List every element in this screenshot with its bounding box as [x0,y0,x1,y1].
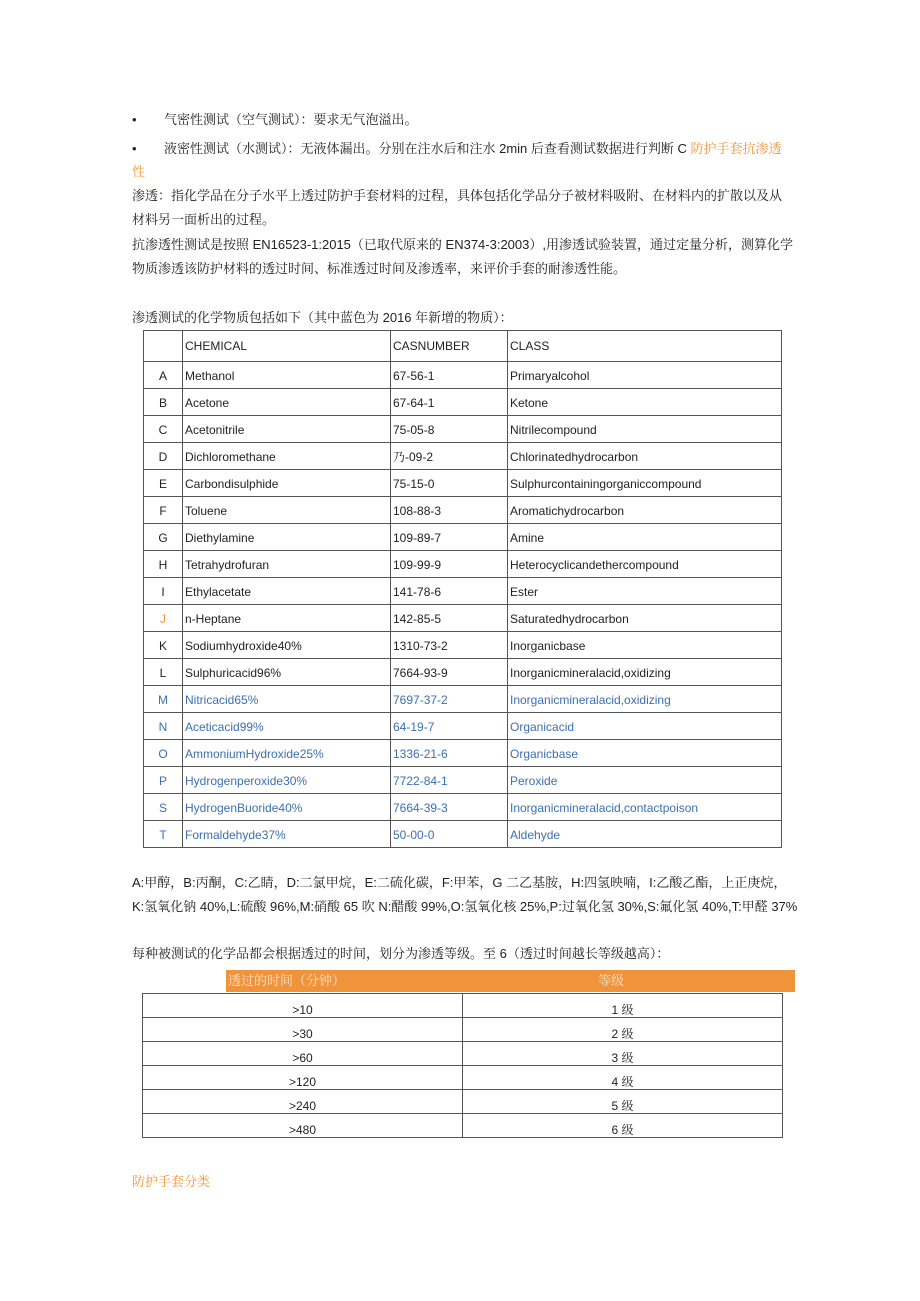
table-cell: Organicacid [508,713,782,740]
table-cell: 7664-93-9 [391,659,508,686]
bullet-text: 气密性测试（空气测试）：要求无气泡溢出。 [164,112,418,127]
section-heading: 防护手套抗渗透 [690,141,782,156]
table-cell: Formaldehyde37% [183,821,391,848]
table-row [144,497,782,524]
table-cell: HydrogenBuoride40% [183,794,391,821]
table-cell: S [144,794,183,821]
table-cell: Carbondisulphide [183,470,391,497]
table-cell: Primaryalcohol [508,362,782,389]
table-cell: Amine [508,524,782,551]
table-cell: Nitricacid65% [183,686,391,713]
table-row [144,416,782,443]
table-row [144,659,782,686]
table-cell: 乃-09-2 [391,443,508,470]
table-row [144,794,782,821]
table-row [143,1090,783,1114]
table-cell: Methanol [183,362,391,389]
table-cell: Hydrogenperoxide30% [183,767,391,794]
grade-table-header [226,970,795,992]
table-cell: Dichloromethane [183,443,391,470]
table-row [144,443,782,470]
table-row [144,362,782,389]
table-cell: Aromatichydrocarbon [508,497,782,524]
paragraph: 材料另一面析出的过程。 [132,212,276,227]
table-row [144,578,782,605]
table-row [143,1114,783,1138]
table-cell: 50-00-0 [391,821,508,848]
table-cell: >60 [143,1042,463,1066]
grade-table [142,993,783,1138]
table-cell: Tetrahydrofuran [183,551,391,578]
table-row [144,821,782,848]
table-cell: Chlorinatedhydrocarbon [508,443,782,470]
table-cell: Acetone [183,389,391,416]
table-row [144,767,782,794]
table-cell: Toluene [183,497,391,524]
table-cell: Ethylacetate [183,578,391,605]
table-cell: 7664-39-3 [391,794,508,821]
table-cell: 75-05-8 [391,416,508,443]
table-row [144,470,782,497]
table-cell: AmmoniumHydroxide25% [183,740,391,767]
table-cell: 7722-84-1 [391,767,508,794]
table-cell: 1310-73-2 [391,632,508,659]
table-cell: C [144,416,183,443]
table-cell: Saturatedhydrocarbon [508,605,782,632]
header-cell [144,331,183,362]
table-cell: Inorganicmineralacid,oxidizing [508,659,782,686]
table-cell: 7697-37-2 [391,686,508,713]
table-cell: Sulphurcontainingorganiccompound [508,470,782,497]
table-header-row [144,331,782,362]
table-cell: >240 [143,1090,463,1114]
table-cell: Organicbase [508,740,782,767]
table-cell: 64-19-7 [391,713,508,740]
table-cell: 142-85-5 [391,605,508,632]
chemical-table [143,330,782,848]
table-cell: L [144,659,183,686]
section-heading: 防护手套分类 [132,1174,211,1189]
header-cell: CHEMICAL [183,331,391,362]
table-cell: >30 [143,1018,463,1042]
table-cell: Aldehyde [508,821,782,848]
legend-text: K:氢氧化钠 40%,L:硫酸 96%,M:硝酸 65 吹 N:醋酸 99%,O:氢氧化核 25%,P:过氧化氢 30%,S:氟化氢 40%,T:甲醛 37% [132,899,798,914]
table-intro: 渗透测试的化学物质包括如下（其中蓝色为 2016 年新增的物质）： [132,310,513,325]
table-row [144,524,782,551]
grade-intro: 每种被测试的化学品都会根据透过的时间，划分为渗透等级。至 6（透过时间越长等级越高）： [132,946,670,961]
table-cell: D [144,443,183,470]
table-row [143,1018,783,1042]
table-cell: J [144,605,183,632]
table-cell: Inorganicbase [508,632,782,659]
table-cell: 67-64-1 [391,389,508,416]
table-cell: 3 级 [463,1042,783,1066]
table-row [144,605,782,632]
table-cell: Inorganicmineralacid,contactpoison [508,794,782,821]
table-cell: 75-15-0 [391,470,508,497]
table-cell: 109-89-7 [391,524,508,551]
table-cell: 67-56-1 [391,362,508,389]
table-cell: Sodiumhydroxide40% [183,632,391,659]
table-row [144,551,782,578]
table-cell: Peroxide [508,767,782,794]
table-cell: A [144,362,183,389]
header-cell: CLASS [508,331,782,362]
table-cell: >480 [143,1114,463,1138]
paragraph: 物质渗透该防护材料的透过时间、标准透过时间及渗透率，来评价手套的耐渗透性能。 [132,261,627,276]
table-cell: Nitrilecompound [508,416,782,443]
table-cell: 108-88-3 [391,497,508,524]
table-cell: 2 级 [463,1018,783,1042]
table-cell: 4 级 [463,1066,783,1090]
table-cell: Ester [508,578,782,605]
table-cell: Ketone [508,389,782,416]
header-cell: 透过的时间（分钟） [228,973,346,988]
table-cell: T [144,821,183,848]
header-cell: CASNUMBER [391,331,508,362]
table-cell: B [144,389,183,416]
section-heading-cont: 性 [132,164,146,179]
table-row [144,740,782,767]
table-cell: 6 级 [463,1114,783,1138]
table-row [144,713,782,740]
table-cell: n-Heptane [183,605,391,632]
table-cell: I [144,578,183,605]
table-cell: F [144,497,183,524]
table-row [143,1066,783,1090]
bullet-text-body: 液密性测试（水测试）：无液体漏出。分别在注水后和注水 2min 后查看测试数据进行判断 C [164,141,687,156]
table-cell: 109-99-9 [391,551,508,578]
table-cell: Diethylamine [183,524,391,551]
table-cell: 141-78-6 [391,578,508,605]
table-row [143,1042,783,1066]
table-cell: 1336-21-6 [391,740,508,767]
table-cell: N [144,713,183,740]
table-cell: O [144,740,183,767]
bullet-text [164,141,782,157]
table-cell: >10 [143,994,463,1018]
table-row [144,686,782,713]
table-cell: K [144,632,183,659]
table-cell: E [144,470,183,497]
bullet-dot: • [132,141,137,156]
table-cell: H [144,551,183,578]
table-row [143,994,783,1018]
table-cell: 1 级 [463,994,783,1018]
table-row [144,632,782,659]
table-cell: G [144,524,183,551]
table-row [144,389,782,416]
paragraph: 渗透：指化学品在分子水平上透过防护手套材料的过程，具体包括化学品分子被材料吸附、在材料内的扩散以及从 [132,188,783,203]
table-cell: Inorganicmineralacid,oxidizing [508,686,782,713]
legend-text: A:甲醇，B:丙酮，C:乙睛，D:二氯甲烷，E:二硫化碳，F:甲苯，G 二乙基胺，H:四氢映喃，I:乙酸乙酯，上正庚烷， [132,875,787,890]
paragraph: 抗渗透性测试是按照 EN16523-1:2015（已取代原来的 EN374-3:2003）,用渗透试验装置，通过定量分析，测算化学 [132,237,793,252]
table-cell: P [144,767,183,794]
table-cell: Aceticacid99% [183,713,391,740]
table-cell: Acetonitrile [183,416,391,443]
table-cell: Heterocyclicandethercompound [508,551,782,578]
table-cell: >120 [143,1066,463,1090]
table-cell: 5 级 [463,1090,783,1114]
table-cell: M [144,686,183,713]
table-cell: Sulphuricacid96% [183,659,391,686]
header-cell: 等级 [598,973,625,988]
bullet-dot: • [132,112,137,127]
